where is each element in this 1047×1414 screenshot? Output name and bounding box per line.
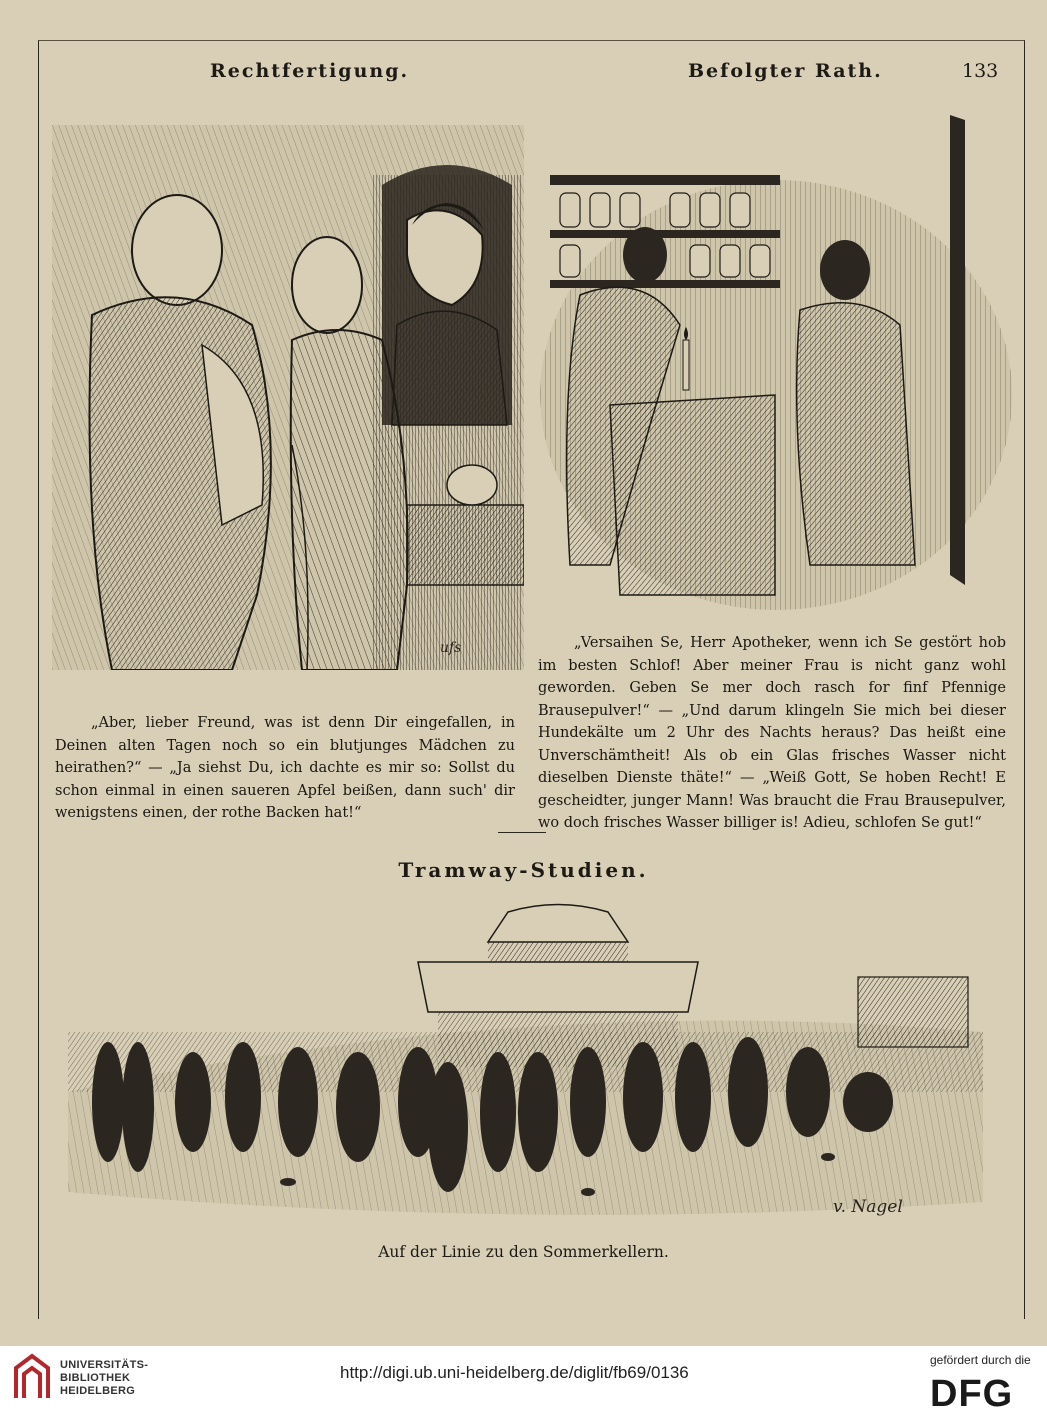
library-logo-icon[interactable] <box>12 1350 52 1402</box>
dfg-logo-icon[interactable] <box>928 1372 1034 1412</box>
permalink-url[interactable]: http://digi.ub.uni-heidelberg.de/diglit/fb69/0136 <box>340 1363 689 1382</box>
section-divider <box>498 832 546 833</box>
left-cartoon-signature: ufs <box>440 640 462 656</box>
left-cartoon-dialog: „Aber, lieber Freund, was ist denn Dir eingefallen, in Deinen alten Tagen noch so ein blutjunges Mädchen zu heirathen?“ — „Ja siehst Du, ich dachte es mir so: Sollst du schon einmal in einen saueren Apfel beißen, dann such' dir wenigstens einen, der rothe Backen hat!“ <box>55 715 515 821</box>
page-number: 133 <box>962 60 999 82</box>
right-cartoon-illustration <box>540 95 1012 610</box>
right-cartoon-title: Befolgter Rath. <box>688 60 883 82</box>
tramway-signature: v. Nagel <box>833 1197 903 1217</box>
left-cartoon-illustration <box>52 125 524 670</box>
dfg-logo-text: DFG <box>930 1373 1014 1412</box>
viewer-footer <box>0 1346 1047 1414</box>
section-title: Tramway-Studien. <box>398 858 649 882</box>
tramway-caption: Auf der Linie zu den Sommerkellern. <box>378 1243 669 1261</box>
left-cartoon-title: Rechtfertigung. <box>210 60 410 82</box>
tramway-illustration <box>68 902 983 1224</box>
funded-by-label: gefördert durch die <box>930 1353 1031 1367</box>
right-cartoon-dialog: „Versaihen Se, Herr Apotheker, wenn ich Se gestört hob im besten Schlof! Aber meiner Frau is nicht ganz wohl geworden. Geben Se mer doch rasch for finf Pfennige Brausepulver!“ — „Und darum klingeln Sie mich bei dieser Hundekälte um 2 Uhr des Nachts heraus? Das heißt eine Unverschämtheit! Als ob ein Glas frisches Wasser nicht dieselben Dienste thäte!“ — „Weiß Gott, Se hoben Recht! E gescheidter, junger Mann! Was braucht die Frau Brausepulver, wo doch frisches Wasser billiger is! Adieu, schlofen Se gut!“ <box>538 635 1006 831</box>
library-name: UNIVERSITÄTS- BIBLIOTHEK HEIDELBERG <box>60 1359 149 1397</box>
